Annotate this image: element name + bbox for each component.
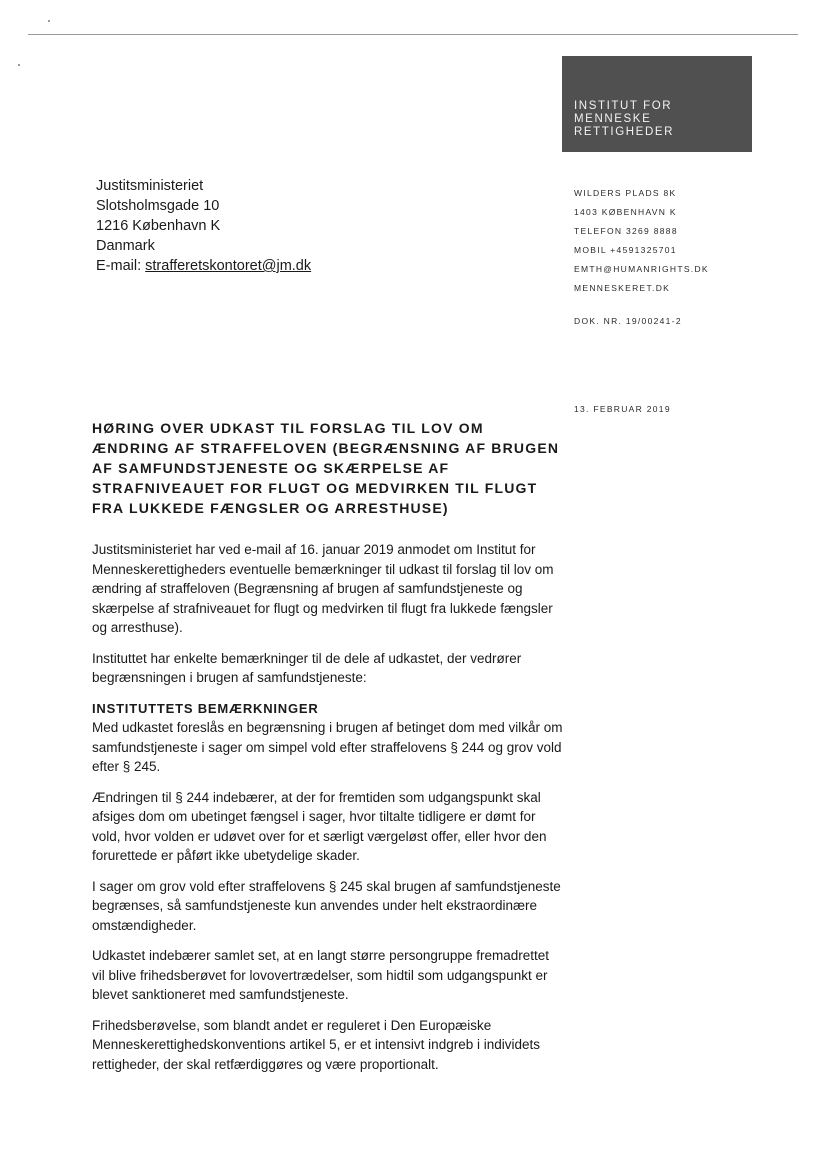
body-paragraph: Justitsministeriet har ved e-mail af 16. januar 2019 anmodet om Institut for Menneskerettigheders eventuelle bemærkninger til udkast til forslag til lov om ændring af straffeloven (Begrænsning af brugen af samfundstjeneste og skærpelse af strafniveauet for flugt og medvirken til flugt fra lukkede fængsler og arresthuse). <box>92 542 554 635</box>
sender-email: EMTH@HUMANRIGHTS.DK <box>574 264 709 274</box>
recipient-name: Justitsministeriet <box>96 178 204 194</box>
recipient-country: Danmark <box>96 238 155 254</box>
sender-street: WILDERS PLADS 8K <box>574 188 677 198</box>
body-paragraph: Med udkastet foreslås en begrænsning i brugen af betinget dom med vilkår om samfundstjeneste i sager om simpel vold efter straffelovens § 244 og grov vold efter § 245. <box>92 720 563 774</box>
scan-speck <box>18 64 20 66</box>
document-title: HØRING OVER UDKAST TIL FORSLAG TIL LOV OM ÆNDRING AF STRAFFELOVEN (BEGRÆNSNING AF BRUGEN AF SAMFUNDSTJENESTE OG SKÆRPELSE AF STRAFNIVEAUET FOR FLUGT OG MEDVIRKEN TIL FLUGT FRA LUKKEDE FÆNGSLER OG ARRESTHUSE) <box>92 420 560 516</box>
recipient-address <box>96 176 311 276</box>
section-heading: INSTITUTTETS BEMÆRKNINGER <box>92 700 319 716</box>
logo-text: INSTITUT FOR MENNESKE RETTIGHEDER <box>574 100 675 138</box>
document-number: DOK. NR. 19/00241-2 <box>574 316 682 326</box>
sender-contact <box>574 184 709 298</box>
recipient-city: 1216 København K <box>96 218 221 234</box>
body-paragraph: I sager om grov vold efter straffelovens § 245 skal brugen af samfundstjeneste begrænses, så samfundstjeneste kun anvendes under helt ekstraordinære omstændigheder. <box>92 878 561 933</box>
body-paragraph: Frihedsberøvelse, som blandt andet er reguleret i Den Europæiske Menneskerettighedskonventions artikel 5, er et intensivt indgreb i individets rettigheder, der skal retfærdiggøres og være proportionalt. <box>92 1017 540 1072</box>
sender-mobile: MOBIL +4591325701 <box>574 245 677 255</box>
document-date: 13. FEBRUAR 2019 <box>574 404 671 414</box>
sender-city: 1403 KØBENHAVN K <box>574 207 677 217</box>
recipient-street: Slotsholmsgade 10 <box>96 198 220 214</box>
recipient-email-line <box>96 256 311 276</box>
scan-speck <box>48 20 50 22</box>
sender-phone: TELEFON 3269 8888 <box>574 226 678 236</box>
email-label: E-mail: <box>96 258 146 274</box>
document-body <box>92 540 564 1085</box>
recipient-email-link[interactable]: strafferetskontoret@jm.dk <box>145 258 312 274</box>
scan-line <box>28 34 798 35</box>
sender-website: MENNESKERET.DK <box>574 283 671 293</box>
body-paragraph: Ændringen til § 244 indebærer, at der for fremtiden som udgangspunkt skal afsiges dom om ubetinget fængsel i sager, hvor tiltalte tidligere er dømt for vold, hvor volden er udøvet over for et særligt værgeløst offer, eller hvor den forurettede er påført ikke ubetydelige skader. <box>92 789 547 863</box>
body-paragraph: Instituttet har enkelte bemærkninger til de dele af udkastet, der vedrører begrænsningen i brugen af samfundstjeneste: <box>92 650 522 685</box>
institute-logo <box>562 56 752 152</box>
body-paragraph: Udkastet indebærer samlet set, at en langt større persongruppe fremadrettet vil blive frihedsberøvet for lovovertrædelser, som hidtil som udgangspunkt er blevet sanktioneret med samfundstjeneste. <box>92 948 549 1002</box>
